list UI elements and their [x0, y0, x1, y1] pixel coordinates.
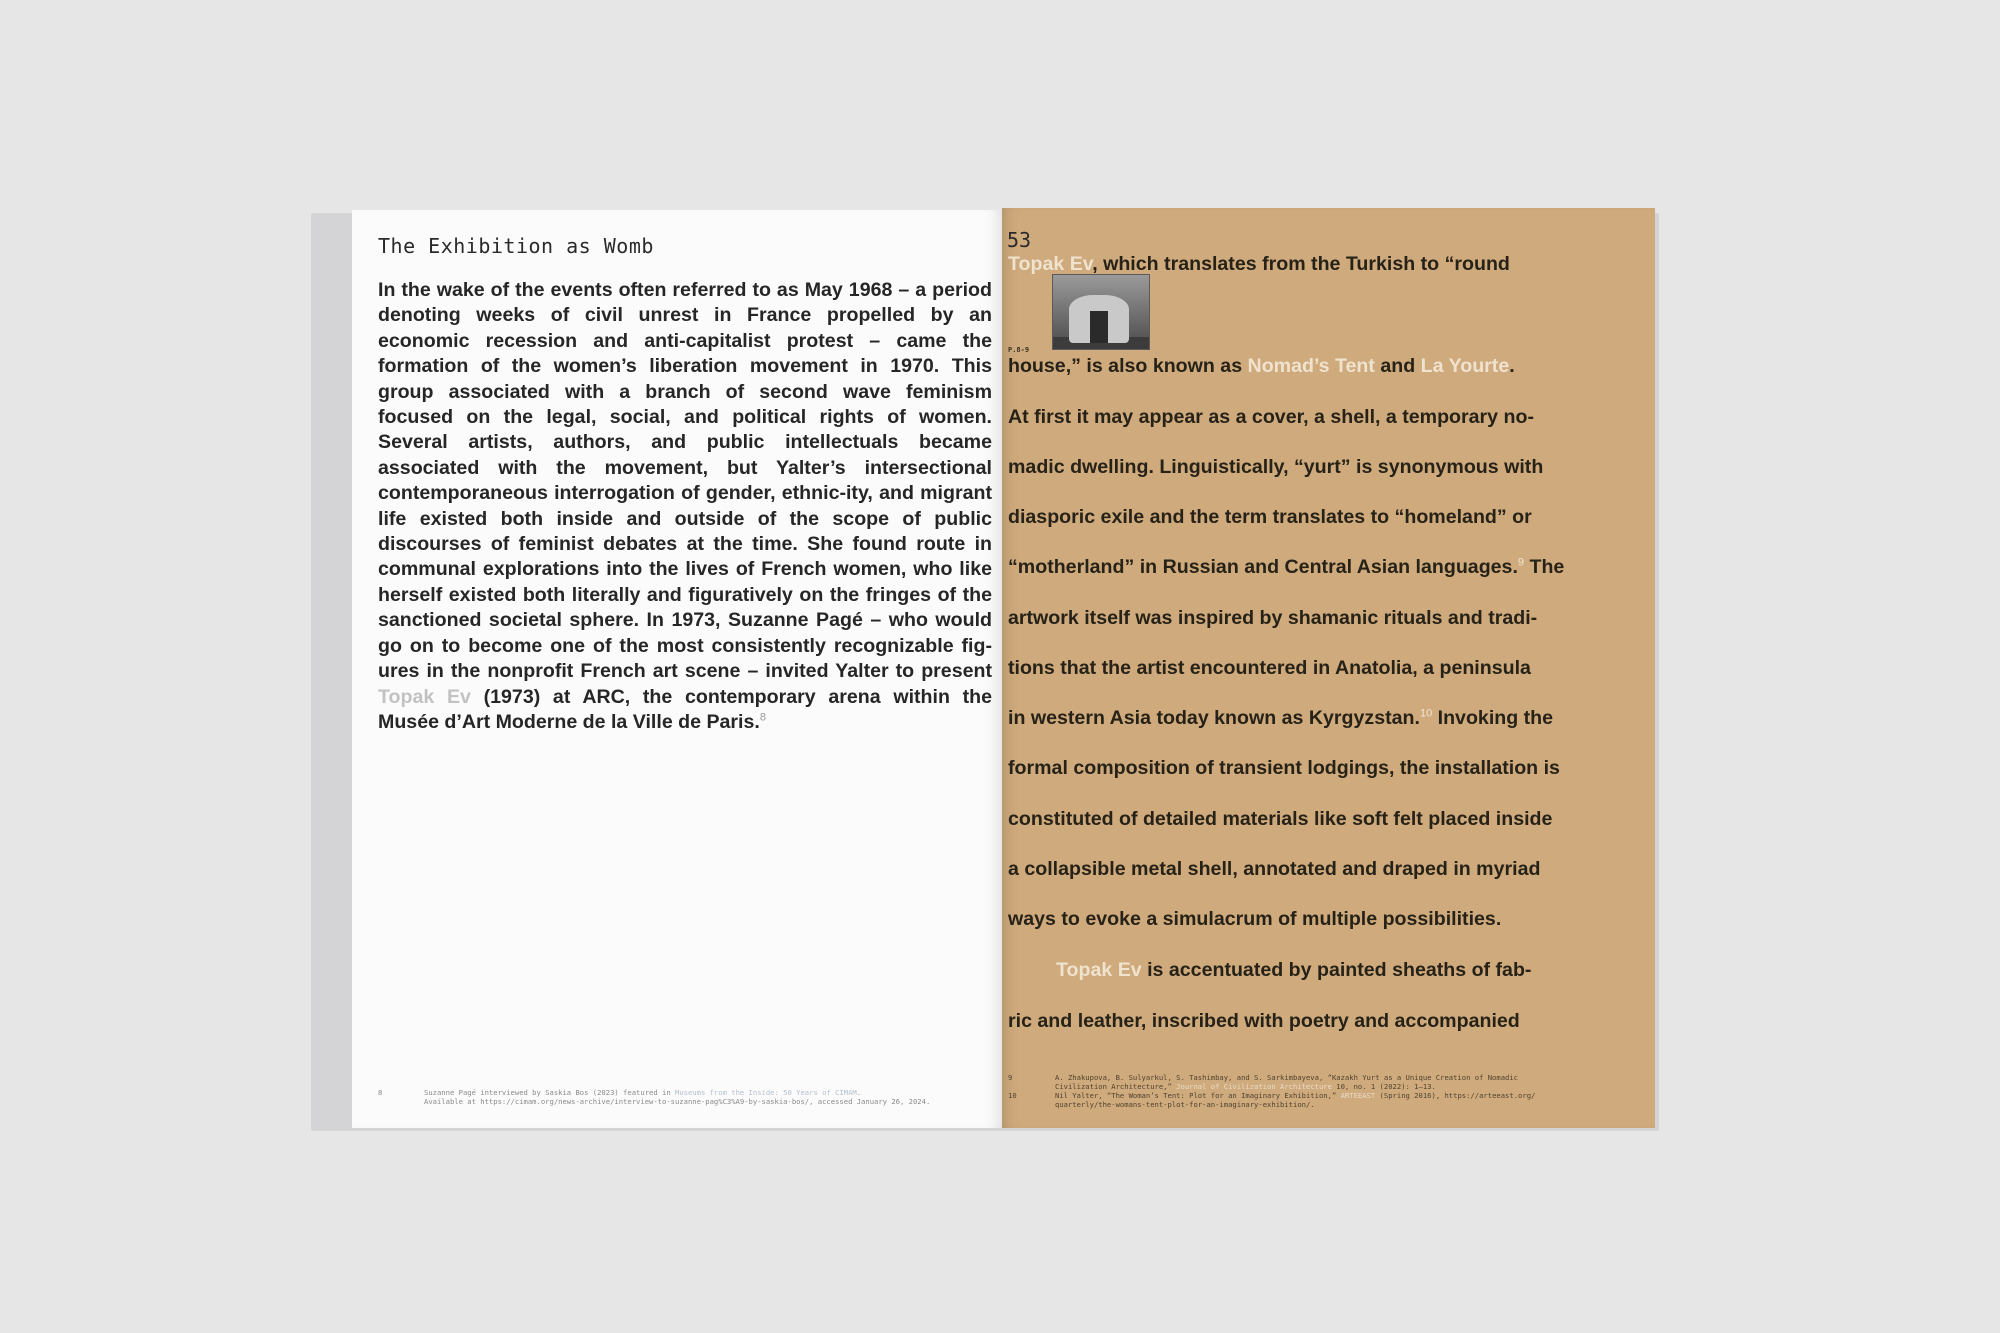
line-text: house,” is also known as — [1008, 355, 1248, 377]
footnote-line: quarterly/the-womans-tent-plot-for-an-imaginary-exhibition/. — [1055, 1100, 1315, 1109]
body-line-10 — [1008, 757, 1560, 780]
line-text: is accentuated by painted sheaths of fab- — [1141, 959, 1532, 981]
footnote-faint-title: ARTEEAST — [1340, 1091, 1376, 1100]
line-text: Invoking the — [1432, 707, 1554, 729]
line-text: ric and leather, inscribed with poetry and accompanied — [1008, 1010, 1520, 1032]
line-text: diasporic exile and the term translates to “homeland” or — [1008, 506, 1532, 528]
line-text: At first it may appear as a cover, a shell, a temporary no- — [1008, 406, 1534, 428]
line-text: a collapsible metal shell, annotated and draped in myriad — [1008, 858, 1541, 880]
body-line-12 — [1008, 858, 1552, 881]
line-text: and — [1374, 355, 1421, 377]
line-text: , which translates from the Turkish to “round — [1092, 253, 1510, 275]
line-segment — [1008, 355, 1515, 378]
thumbnail-tent-door — [1090, 311, 1108, 343]
line-text: madic dwelling. Linguistically, “yurt” is synonymous with — [1008, 456, 1544, 478]
artwork-title-highlight: Topak Ev — [1008, 253, 1093, 275]
body-line-11 — [1008, 808, 1552, 831]
line-text: tions that the artist encountered in Anatolia, a peninsula — [1008, 657, 1531, 679]
body-line-15 — [1008, 1010, 1552, 1033]
footnote-line: Nil Yalter, “The Woman’s Tent: Plot for an Imaginary Exhibition,” — [1055, 1091, 1337, 1100]
footnote-9-number: 9 — [1008, 1073, 1013, 1082]
footnote-text-a: Suzanne Pagé interviewed by Saskia Bos (2023) featured in — [424, 1088, 675, 1097]
body-line-4 — [1008, 456, 1552, 479]
left-footnote-number: 8 — [378, 1088, 383, 1097]
body-line-3 — [1008, 406, 1552, 429]
footnote-10-number: 10 — [1008, 1091, 1017, 1100]
footnote-reference: 8 — [759, 711, 766, 724]
line-text: . — [1509, 355, 1515, 377]
footnote-line: Civilization Architecture,” — [1055, 1082, 1172, 1091]
topak-ev-thumbnail-image — [1052, 274, 1150, 350]
footnote-reference: 10 — [1419, 707, 1433, 720]
line-segment — [1008, 556, 1564, 579]
line-text: “motherland” in Russian and Central Asian languages. — [1008, 556, 1518, 578]
body-line-9 — [1008, 707, 1552, 730]
body-text-part-2: (1973) at ARC, the contemporary arena within the Musée d’Art Moderne de la Ville de Paris. — [378, 685, 992, 733]
line-text: in western Asia today known as Kyrgyzstan. — [1008, 707, 1420, 729]
artwork-alt-title-highlight: La Yourte — [1420, 355, 1510, 377]
page-number: 53 — [1007, 228, 1032, 252]
footnote-10-text — [1055, 1091, 1595, 1109]
artwork-alt-title-highlight: Nomad’s Tent — [1247, 355, 1375, 377]
footnote-line: (Spring 2016), https://arteeast.org/ — [1375, 1091, 1536, 1100]
footnote-line: A. Zhakupova, B. Sulyarkul, S. Tashimbay, and S. Sarkimbayeva, “Kazakh Yurt as a Unique Creation of Nomadic — [1055, 1073, 1519, 1082]
line-segment — [1008, 707, 1553, 730]
line-segment — [1056, 959, 1531, 982]
section-title: The Exhibition as Womb — [378, 234, 654, 258]
body-line-6 — [1008, 556, 1565, 579]
line-segment — [1008, 253, 1510, 276]
thumbnail-caption: P.8-9 — [1008, 346, 1030, 354]
body-line-5 — [1008, 506, 1552, 529]
line-text: The — [1524, 556, 1565, 578]
footnote-reference: 9 — [1517, 556, 1525, 569]
line-text: formal composition of transient lodgings, the installation is — [1008, 757, 1560, 779]
body-line-1 — [1008, 253, 1552, 276]
left-footnote-text — [424, 1088, 984, 1106]
body-line-7 — [1008, 607, 1552, 630]
footnote-9-text — [1055, 1073, 1595, 1091]
left-body-paragraph — [378, 278, 992, 735]
line-text: constituted of detailed materials like soft felt placed inside — [1008, 808, 1553, 830]
body-line-13 — [1008, 908, 1552, 931]
body-text-part-1: In the wake of the events often referred to as May 1968 – a period denoting weeks of civil unrest in France propelled by an economic recession and anti-capitalist protest – came the formation of the women’s liberation movement in 1970. This group associated with a branch of second wave feminism focused on the legal, social, and political rights of women. Several artists, authors, and public intellectuals became associated with the movement, but Yalter’s intersectional contemporaneous interrogation of gender, ethnic-ity, and migrant life existed both inside and outside of the scope of public discourses of feminist debates at the time. She found route in communal explorations into the lives of French women, who like herself existed both literally and figuratively on the fringes of the sanctioned societal sphere. In 1973, Suzanne Pagé – who would go on to become one of the most consistently recognizable fig-ures in the nonprofit French art scene – invited Yalter to present — [378, 279, 992, 683]
footnote-text-c: Available at https://cimam.org/news-archive/interview-to-suzanne-pag%C3%A9-by-saskia-bos/, accessed January 26, 2024. — [424, 1097, 931, 1106]
footnote-faint-title: Journal of Civilization Architecture — [1176, 1082, 1332, 1091]
footnote-text-faint: Museums from the Inside: 50 Years of CIMAM — [674, 1088, 857, 1097]
footnote-line: 10, no. 1 (2022): 1–13. — [1331, 1082, 1436, 1091]
body-line-2 — [1008, 355, 1552, 378]
line-text: ways to evoke a simulacrum of multiple possibilities. — [1008, 908, 1502, 930]
artwork-title-highlight: Topak Ev — [1056, 959, 1142, 981]
body-line-14 — [1008, 959, 1552, 982]
artwork-title-highlight: Topak Ev — [378, 685, 471, 708]
body-line-8 — [1008, 657, 1552, 680]
line-text: artwork itself was inspired by shamanic rituals and tradi- — [1008, 607, 1538, 629]
footnote-text-b: . — [856, 1088, 862, 1097]
